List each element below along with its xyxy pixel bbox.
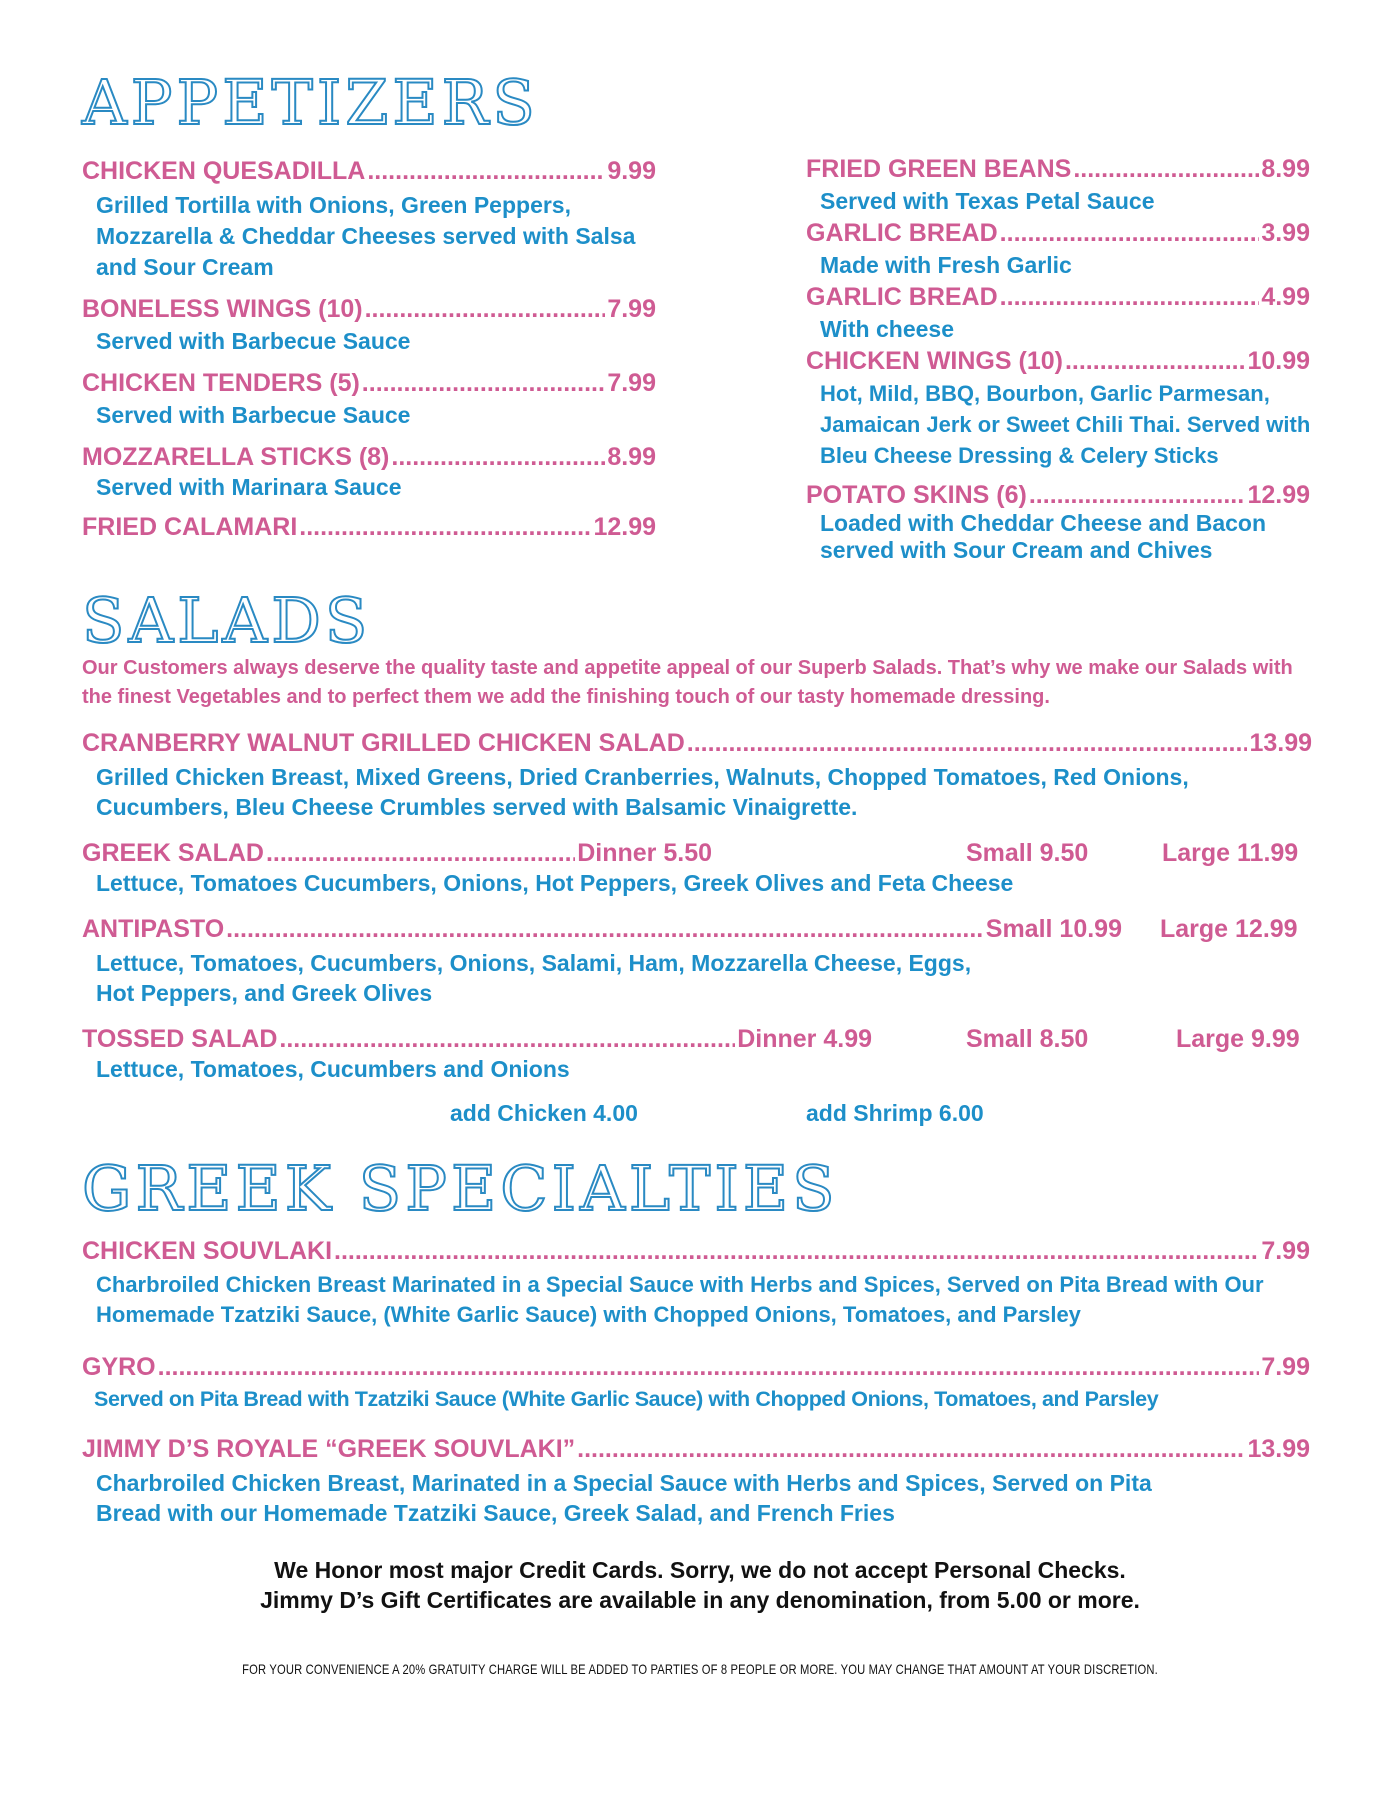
item-name: CHICKEN QUESADILLA [82,157,366,185]
gratuity-notice: FOR YOUR CONVENIENCE A 20% GRATUITY CHARGE WILL BE ADDED TO PARTIES OF 8 PEOPLE OR MORE. YOU MAY CHANGE THAT AMOUNT AT YOUR DISCRETION. [242,1661,1158,1677]
menu-item-garlic-bread-cheese [806,282,1310,312]
item-price: 8.99 [1261,155,1310,183]
menu-item-greek-salad [82,838,712,868]
salads-intro: Our Customers always deserve the quality taste and appetite appeal of our Superb Salads. That’s why we make our Salads with the finest Vegetables and to perfect them we add the finishing touch of our tasty homemade dressing. [82,657,1293,708]
item-price: 10.99 [1247,347,1310,375]
item-description: Grilled Chicken Breast, Mixed Greens, Dried Cranberries, Walnuts, Chopped Tomatoes, Red Onions, Cucumbers, Bleu Cheese Crumbles served with Balsamic Vinaigrette. [96,764,1189,820]
item-description: Charbroiled Chicken Breast Marinated in a Special Sauce with Herbs and Spices, Served on Pita Bread with Our Homemade Tzatziki Sauce, (White Garlic Sauce) with Chopped Onions, Tomatoes, and Parsley [96,1272,1264,1327]
menu-item-antipasto [82,914,1122,944]
item-price: 3.99 [1261,219,1310,247]
item-description: Made with Fresh Garlic [820,252,1072,278]
item-price: 8.99 [607,443,656,471]
item-description: Loaded with Cheddar Cheese and Bacon served with Sour Cream and Chives [820,510,1267,563]
salads-title: SALADS [82,584,372,657]
price-large: Large 12.99 [1160,915,1298,943]
item-description: Served with Texas Petal Sauce [820,188,1155,214]
item-name: TOSSED SALAD [82,1025,278,1053]
item-name: GARLIC BREAD [806,219,998,247]
item-name: CRANBERRY WALNUT GRILLED CHICKEN SALAD [82,729,685,757]
price-dinner: Dinner 4.99 [737,1025,872,1053]
greek-specialties-title: GREEK SPECIALTIES [82,1152,839,1225]
item-price: 9.99 [607,157,656,185]
item-name: GYRO [82,1353,156,1381]
item-description: Served with Marinara Sauce [96,474,402,500]
item-price: 7.99 [607,295,656,323]
item-name: GARLIC BREAD [806,283,998,311]
price-large: Large 11.99 [1162,839,1299,867]
item-name: CHICKEN WINGS (10) [806,347,1063,375]
credit-card-notice: We Honor most major Credit Cards. Sorry, we do not accept Personal Checks. [274,1557,1126,1583]
add-shrimp: add Shrimp 6.00 [806,1100,984,1126]
item-name: BONELESS WINGS (10) [82,295,363,323]
price-small: Small 9.50 [966,839,1089,867]
menu-item-cranberry-walnut-salad [82,728,1312,758]
menu-item-garlic-bread [806,218,1310,248]
menu-item-fried-calamari [82,512,656,542]
item-name: FRIED CALAMARI [82,513,298,541]
price-large: Large 9.99 [1176,1025,1300,1053]
price-dinner: Dinner 5.50 [577,839,712,867]
item-description: Lettuce, Tomatoes, Cucumbers, Onions, Salami, Ham, Mozzarella Cheese, Eggs, Hot Peppers, and Greek Olives [96,950,972,1006]
menu-item-fried-green-beans [806,154,1310,184]
item-price: 13.99 [1247,1435,1310,1463]
appetizers-title: APPETIZERS [82,66,539,139]
item-price: 7.99 [1261,1353,1310,1381]
menu-item-boneless-wings [82,294,656,324]
item-description: Served with Barbecue Sauce [96,402,411,428]
menu-item-potato-skins [806,480,1310,510]
item-description: Lettuce, Tomatoes Cucumbers, Onions, Hot Peppers, Greek Olives and Feta Cheese [96,870,1014,896]
item-price: 12.99 [593,513,656,541]
menu-item-mozzarella-sticks [82,442,656,472]
price-small: Small 10.99 [985,915,1122,943]
add-chicken: add Chicken 4.00 [450,1100,638,1126]
item-description: Served on Pita Bread with Tzatziki Sauce (White Garlic Sauce) with Chopped Onions, Tomatoes, and Parsley [94,1387,1159,1411]
item-price: 12.99 [1247,481,1310,509]
menu-item-chicken-tenders [82,368,656,398]
item-name: JIMMY D’S ROYALE “GREEK SOUVLAKI” [82,1435,576,1463]
item-description: With cheese [820,316,955,342]
item-price: 7.99 [1261,1237,1310,1265]
item-description: Grilled Tortilla with Onions, Green Peppers, Mozzarella & Cheddar Cheeses served with Salsa and Sour Cream [96,192,636,280]
item-name: MOZZARELLA STICKS (8) [82,443,390,471]
item-name: POTATO SKINS (6) [806,481,1027,509]
item-name: CHICKEN TENDERS (5) [82,369,360,397]
gift-certificate-notice: Jimmy D’s Gift Certificates are available in any denomination, from 5.00 or more. [260,1587,1140,1613]
item-price: 4.99 [1261,283,1310,311]
menu-item-chicken-wings [806,346,1310,376]
item-description: Charbroiled Chicken Breast, Marinated in a Special Sauce with Herbs and Spices, Served on Pita Bread with our Homemade Tzatziki Sauce, Greek Salad, and French Fries [96,1470,1152,1526]
item-name: FRIED GREEN BEANS [806,155,1072,183]
menu-item-tossed-salad [82,1024,872,1054]
item-name: CHICKEN SOUVLAKI [82,1237,333,1265]
menu-item-chicken-quesadilla [82,156,656,186]
item-price: 7.99 [607,369,656,397]
item-name: ANTIPASTO [82,915,225,943]
price-small: Small 8.50 [966,1025,1089,1053]
item-description: Served with Barbecue Sauce [96,328,411,354]
item-description: Hot, Mild, BBQ, Bourbon, Garlic Parmesan, Jamaican Jerk or Sweet Chili Thai. Served with Bleu Cheese Dressing & Celery Sticks [820,381,1311,468]
item-name: GREEK SALAD [82,839,264,867]
menu-item-chicken-souvlaki [82,1236,1310,1266]
menu-item-gyro [82,1352,1310,1382]
item-price: 13.99 [1249,729,1312,757]
item-description: Lettuce, Tomatoes, Cucumbers and Onions [96,1056,570,1082]
menu-item-jimmy-ds-royale [82,1434,1310,1464]
